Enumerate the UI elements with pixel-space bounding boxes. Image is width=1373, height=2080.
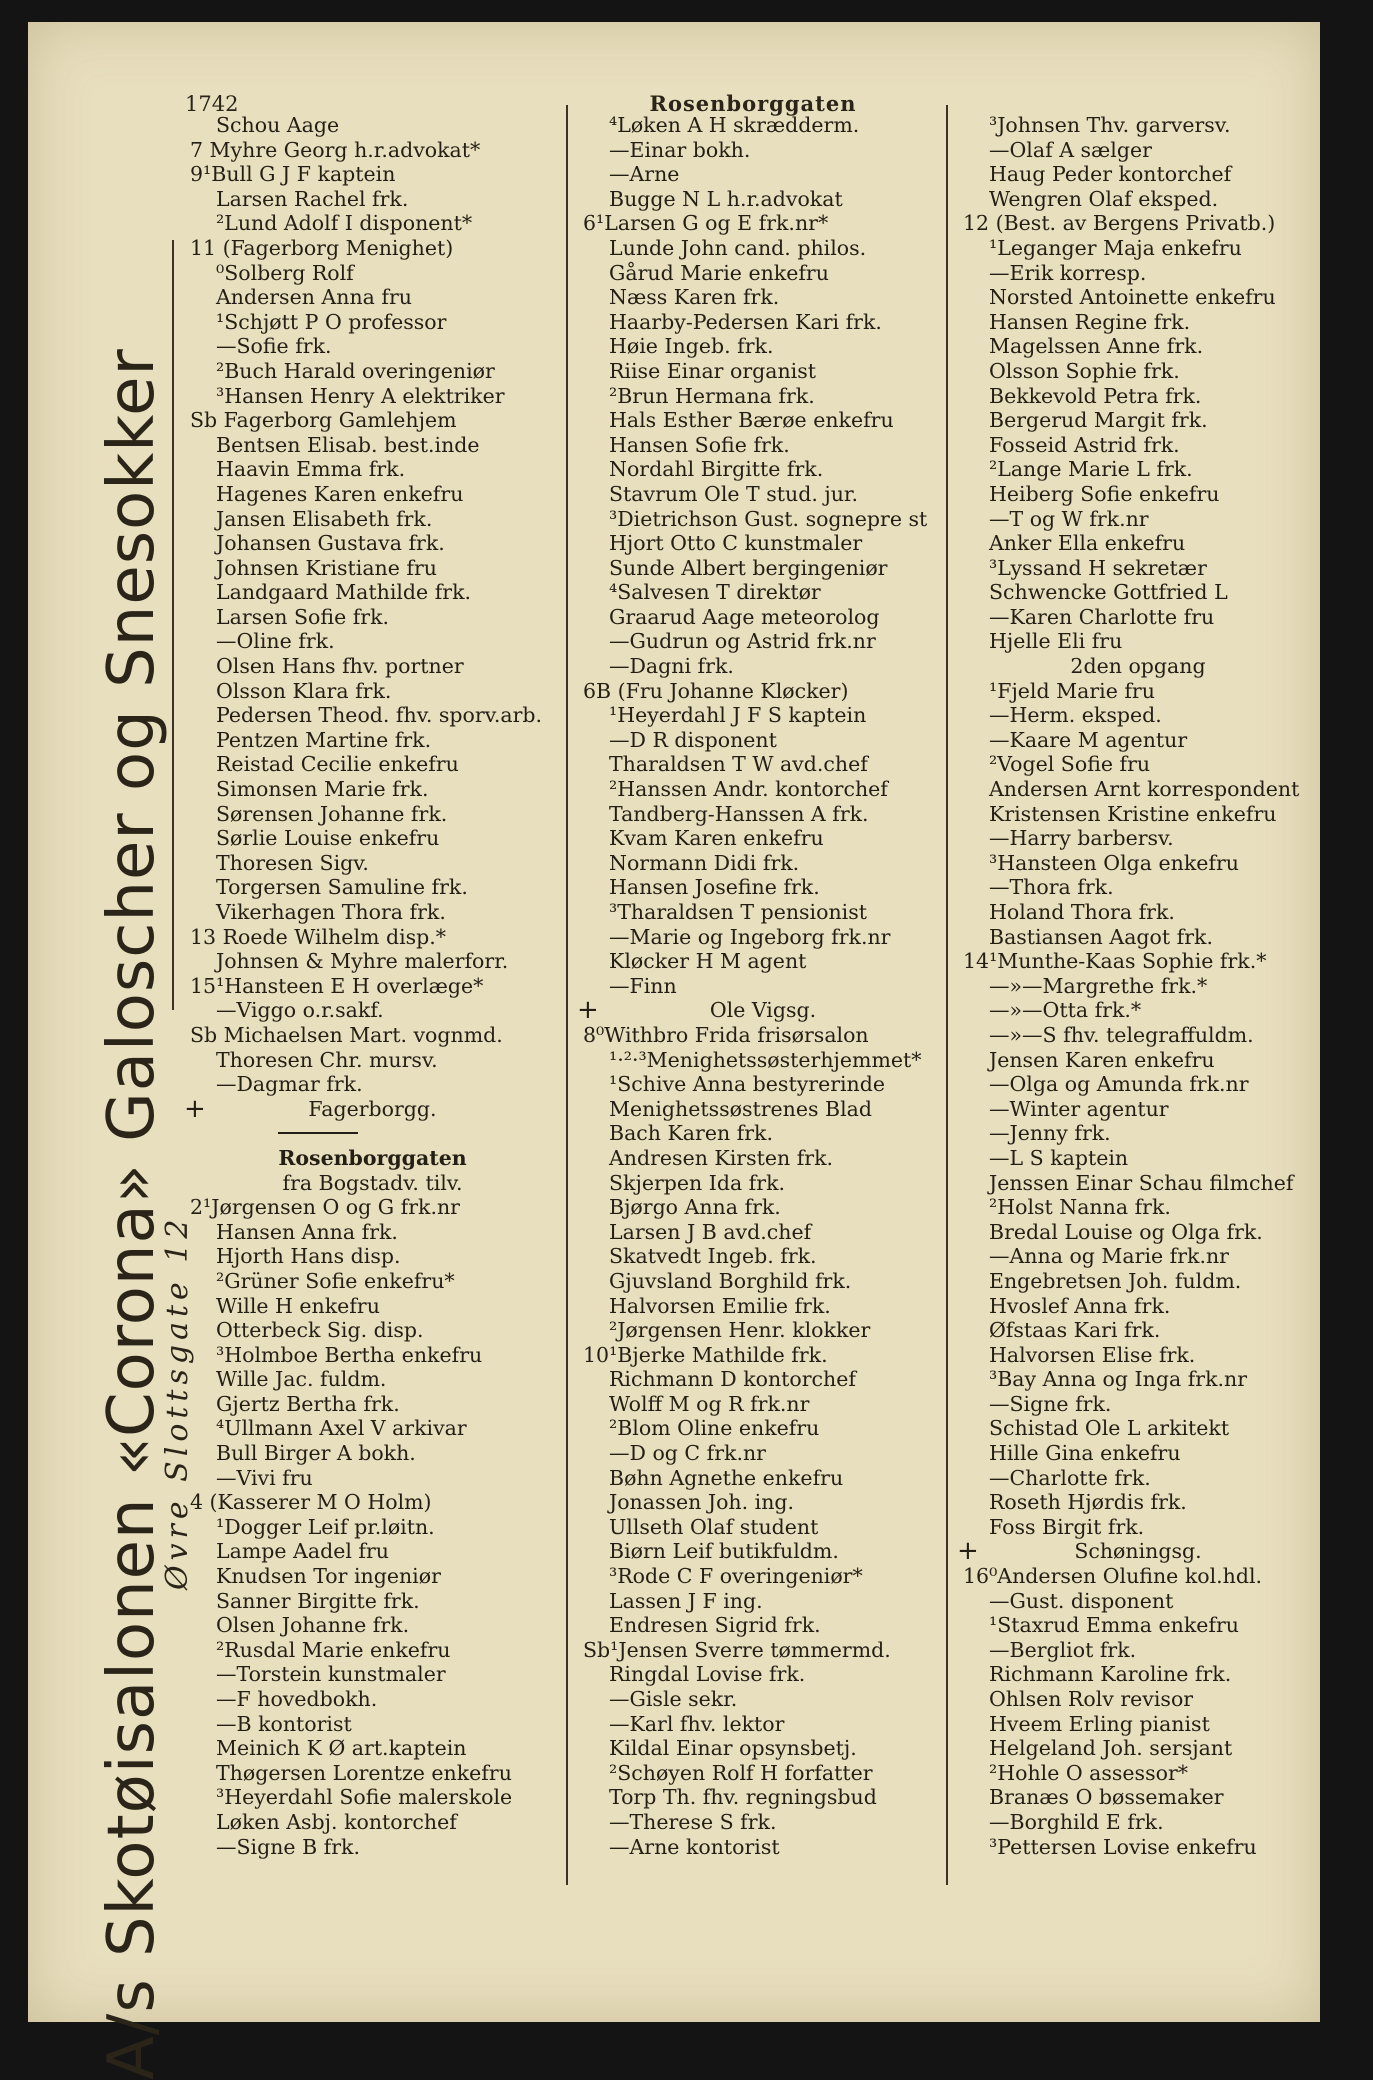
address-entry: 8⁰Withbro Frida frisørsalon xyxy=(583,1022,869,1047)
resident-entry: Johansen Gustava frk. xyxy=(216,531,445,556)
address-entry: 2¹Jørgensen O og G frk.nr xyxy=(190,1195,460,1220)
resident-entry: Hansen Josefine frk. xyxy=(609,875,820,900)
resident-entry: —Gisle sekr. xyxy=(609,1687,738,1711)
resident-entry: —Gust. disponent xyxy=(989,1588,1174,1613)
resident-entry: ¹Schjøtt P O professor xyxy=(216,309,447,334)
resident-entry: —Arne xyxy=(609,162,680,187)
cross-street-marker xyxy=(957,1536,1313,1567)
resident-entry: —D R disponent xyxy=(609,727,777,752)
resident-entry: Biørn Leif butikfuldm. xyxy=(609,1539,839,1564)
resident-entry: Tandberg-Hanssen A frk. xyxy=(609,801,869,826)
resident-entry: ¹Dogger Leif pr.løitn. xyxy=(216,1514,435,1539)
resident-entry: Sunde Albert bergingeniør xyxy=(609,555,888,580)
address-entry: 6¹Larsen G og E frk.nr* xyxy=(583,211,829,236)
resident-entry: Branæs O bøssemaker xyxy=(989,1785,1224,1810)
resident-entry: Kildal Einar opsynsbetj. xyxy=(609,1736,857,1761)
resident-entry: Andersen Arnt korrespondent xyxy=(989,777,1300,802)
resident-entry: Bjørgo Anna frk. xyxy=(609,1195,781,1220)
resident-entry: Torgersen Samuline frk. xyxy=(216,875,468,900)
resident-entry: Thøgersen Lorentze enkefru xyxy=(216,1760,512,1785)
resident-entry: Larsen Sofie frk. xyxy=(216,604,390,629)
resident-entry: —Thora frk. xyxy=(989,875,1114,900)
section-divider xyxy=(190,1121,555,1146)
resident-entry: Hjorth Hans disp. xyxy=(216,1244,401,1269)
resident-entry: ³Heyerdahl Sofie malerskole xyxy=(216,1785,513,1810)
resident-entry: ¹Schive Anna bestyrerinde xyxy=(609,1072,886,1097)
page-title: Rosenborggaten xyxy=(649,91,857,116)
resident-entry: ³Johnsen Thv. garversv. xyxy=(989,113,1231,137)
directory-column-2 xyxy=(577,113,943,1859)
resident-entry: ¹·²·³Menighetssøsterhjemmet* xyxy=(609,1047,922,1072)
resident-entry: ¹Leganger Maja enkefru xyxy=(989,235,1242,260)
resident-entry: Nordahl Birgitte frk. xyxy=(609,457,824,482)
resident-entry: Gårud Marie enkefru xyxy=(609,260,829,285)
resident-entry: Hveem Erling pianist xyxy=(989,1711,1210,1736)
resident-entry: Kvam Karen enkefru xyxy=(609,826,824,851)
cross-icon: + xyxy=(577,995,599,1026)
resident-entry: Hals Esther Bærøe enkefru xyxy=(609,408,894,433)
address-entry: 10¹Bjerke Mathilde frk. xyxy=(583,1342,828,1367)
resident-entry: —Viggo o.r.sakf. xyxy=(216,998,384,1023)
resident-entry: Halvorsen Emilie frk. xyxy=(609,1293,831,1318)
resident-entry: —»—Otta frk.* xyxy=(989,998,1142,1023)
address-entry: 4 (Kasserer M O Holm) xyxy=(190,1490,432,1515)
resident-entry: ¹Fjeld Marie fru xyxy=(989,678,1155,703)
resident-entry: —Borghild E frk. xyxy=(989,1809,1164,1834)
resident-entry: Pedersen Theod. fhv. sporv.arb. xyxy=(216,703,543,728)
resident-entry: —Harry barbersv. xyxy=(989,826,1174,851)
address-entry: 6B (Fru Johanne Kløcker) xyxy=(583,678,849,703)
resident-entry: ²Vogel Sofie fru xyxy=(989,752,1151,777)
resident-entry: Andersen Anna fru xyxy=(216,285,412,310)
resident-entry: Wolff M og R frk.nr xyxy=(609,1391,810,1416)
resident-entry: Tharaldsen T W avd.chef xyxy=(609,752,868,777)
resident-entry: Sanner Birgitte frk. xyxy=(216,1588,420,1613)
resident-entry: Helgeland Joh. sersjant xyxy=(989,1736,1233,1761)
resident-entry: Sørlie Louise enkefru xyxy=(216,826,440,851)
resident-entry: Larsen J B avd.chef xyxy=(609,1219,812,1244)
resident-entry: —Erik korresp. xyxy=(989,260,1147,285)
resident-entry: Pentzen Martine frk. xyxy=(216,727,432,752)
resident-entry: Øfstaas Kari frk. xyxy=(989,1318,1161,1343)
address-entry: 16⁰Andersen Olufine kol.hdl. xyxy=(963,1564,1263,1589)
resident-entry: Haarby-Pedersen Kari frk. xyxy=(609,309,882,334)
resident-entry: —Signe frk. xyxy=(989,1391,1112,1416)
resident-entry: Schistad Ole L arkitekt xyxy=(989,1416,1230,1441)
resident-entry: —Dagni frk. xyxy=(609,654,734,679)
resident-entry: —Charlotte frk. xyxy=(989,1465,1151,1490)
resident-entry: ⁰Solberg Rolf xyxy=(216,260,354,285)
resident-entry: Meinich K Ø art.kaptein xyxy=(216,1736,467,1761)
resident-entry: ²Grüner Sofie enkefru* xyxy=(216,1268,455,1293)
resident-entry: Olsson Klara frk. xyxy=(216,678,392,703)
resident-entry: Kristensen Kristine enkefru xyxy=(989,801,1277,826)
resident-entry: —Winter agentur xyxy=(989,1096,1169,1121)
resident-entry: —Oline frk. xyxy=(216,629,335,654)
resident-entry: ²Buch Harald overingeniør xyxy=(216,358,495,383)
resident-entry: Magelssen Anne frk. xyxy=(989,334,1204,359)
resident-entry: ³Hansteen Olga enkefru xyxy=(989,850,1239,875)
resident-entry: Foss Birgit frk. xyxy=(989,1514,1145,1539)
resident-entry: —Vivi fru xyxy=(216,1465,313,1490)
resident-entry: Skatvedt Ingeb. frk. xyxy=(609,1244,817,1269)
resident-entry: Richmann Karoline frk. xyxy=(989,1662,1232,1687)
resident-entry: Larsen Rachel frk. xyxy=(216,186,409,211)
resident-entry: Kløcker H M agent xyxy=(609,949,807,974)
resident-entry: Bach Karen frk. xyxy=(609,1121,773,1146)
resident-entry: ²Hanssen Andr. kontorchef xyxy=(609,777,888,802)
resident-entry: Knudsen Tor ingeniør xyxy=(216,1564,441,1589)
resident-entry: Sørensen Johanne frk. xyxy=(216,801,448,826)
resident-entry: Anker Ella enkefru xyxy=(989,531,1186,556)
cross-icon: + xyxy=(184,1093,206,1124)
resident-entry: —Gudrun og Astrid frk.nr xyxy=(609,629,876,654)
resident-entry: ²Brun Hermana frk. xyxy=(609,383,815,408)
advertisement-text: A/s Skotøisalonen «Corona» Galoscher og Snesokker xyxy=(95,348,169,2080)
resident-entry: Olsen Hans fhv. portner xyxy=(216,654,464,679)
resident-entry: ³Hansen Henry A elektriker xyxy=(216,383,505,408)
resident-entry: ³Dietrichson Gust. sognepre st xyxy=(609,506,928,531)
resident-entry: —Karl fhv. lektor xyxy=(609,1711,785,1736)
advertisement-address: Øvre Slottsgate 12 xyxy=(160,1214,195,1590)
resident-entry: ²Holst Nanna frk. xyxy=(989,1195,1171,1220)
resident-entry: Bugge N L h.r.advokat xyxy=(609,186,843,211)
resident-entry: —»—Margrethe frk.* xyxy=(989,973,1208,998)
resident-entry: Bergerud Margit frk. xyxy=(989,408,1208,433)
resident-entry: Hjelle Eli fru xyxy=(989,629,1123,654)
address-entry: Sb Fagerborg Gamlehjem xyxy=(190,408,457,433)
page-number: 1742 xyxy=(185,92,239,116)
resident-entry: Jensen Karen enkefru xyxy=(989,1047,1215,1072)
resident-entry: Menighetssøstrenes Blad xyxy=(609,1096,872,1121)
resident-entry: —Signe B frk. xyxy=(216,1834,360,1859)
resident-entry: ³Rode C F overingeniør* xyxy=(609,1564,863,1589)
address-entry: Sb¹Jensen Sverre tømmermd. xyxy=(583,1637,891,1662)
resident-entry: Engebretsen Joh. fuldm. xyxy=(989,1268,1242,1293)
resident-entry: Lunde John cand. philos. xyxy=(609,235,867,260)
resident-entry: Bentsen Elisab. best.inde xyxy=(216,432,480,457)
resident-entry: ⁴Salvesen T direktør xyxy=(609,580,821,605)
resident-entry: Johnsen & Myhre malerforr. xyxy=(216,949,509,974)
ad-bracket-line xyxy=(172,240,174,1010)
resident-entry: Jenssen Einar Schau filmchef xyxy=(989,1170,1294,1195)
address-entry: 14¹Munthe-Kaas Sophie frk.* xyxy=(963,949,1267,974)
resident-entry: ²Rusdal Marie enkefru xyxy=(216,1637,451,1662)
resident-entry: ²Hohle O assessor* xyxy=(989,1760,1188,1785)
resident-entry: Wille H enkefru xyxy=(216,1293,380,1318)
resident-entry: Løken Asbj. kontorchef xyxy=(216,1809,457,1834)
resident-entry: —L S kaptein xyxy=(989,1145,1129,1170)
resident-entry: Riise Einar organist xyxy=(609,358,816,383)
section-heading: fra Bogstadv. tilv. xyxy=(282,1170,463,1195)
resident-entry: Olsson Sophie frk. xyxy=(989,358,1180,383)
resident-entry: —B kontorist xyxy=(216,1711,352,1736)
resident-entry: ¹Staxrud Emma enkefru xyxy=(989,1613,1239,1638)
resident-entry: Normann Didi frk. xyxy=(609,850,800,875)
address-entry: 15¹Hansteen E H overlæge* xyxy=(190,973,484,998)
resident-entry: —Bergliot frk. xyxy=(989,1637,1137,1662)
resident-entry: Thoresen Chr. mursv. xyxy=(216,1047,438,1072)
resident-entry: Hansen Sofie frk. xyxy=(609,432,790,457)
resident-entry: Schwencke Gottfried L xyxy=(989,580,1228,605)
resident-entry: Endresen Sigrid frk. xyxy=(609,1613,821,1638)
resident-entry: Høie Ingeb. frk. xyxy=(609,334,774,359)
resident-entry: —Herm. eksped. xyxy=(989,703,1162,728)
resident-entry: —Therese S frk. xyxy=(609,1809,777,1834)
resident-entry: Andresen Kirsten frk. xyxy=(609,1145,834,1170)
resident-entry: Roseth Hjørdis frk. xyxy=(989,1490,1187,1515)
resident-entry: Lassen J F ing. xyxy=(609,1588,763,1613)
resident-entry: Jansen Elisabeth frk. xyxy=(216,506,433,531)
resident-entry: ⁴Ullmann Axel V arkivar xyxy=(216,1416,467,1441)
resident-entry: Ohlsen Rolv revisor xyxy=(989,1687,1194,1711)
cross-street-marker xyxy=(184,1093,555,1124)
resident-entry: Torp Th. fhv. regningsbud xyxy=(609,1785,877,1810)
resident-entry: ³Tharaldsen T pensionist xyxy=(609,900,867,924)
resident-entry: Halvorsen Elise frk. xyxy=(989,1342,1196,1367)
resident-entry: Jonassen Joh. ing. xyxy=(609,1490,795,1515)
cross-street-name: Ole Vigsg. xyxy=(709,998,817,1023)
resident-entry: Bredal Louise og Olga frk. xyxy=(989,1219,1263,1244)
resident-entry: ²Jørgensen Henr. klokker xyxy=(609,1318,871,1343)
resident-entry: ³Pettersen Lovise enkefru xyxy=(989,1834,1257,1859)
resident-entry: Stavrum Ole T stud. jur. xyxy=(609,481,858,506)
resident-entry: ²Lange Marie L frk. xyxy=(989,457,1193,482)
resident-entry: Bekkevold Petra frk. xyxy=(989,383,1202,408)
resident-entry: Haavin Emma frk. xyxy=(216,457,406,482)
resident-entry: Hvoslef Anna frk. xyxy=(989,1293,1171,1318)
resident-entry: Ullseth Olaf student xyxy=(609,1514,819,1539)
resident-entry: Hagenes Karen enkefru xyxy=(216,481,464,506)
resident-entry: —Sofie frk. xyxy=(216,334,332,359)
cross-street-name: Schøningsg. xyxy=(1074,1539,1202,1564)
resident-entry: Ringdal Lovise frk. xyxy=(609,1662,806,1687)
resident-entry: Holand Thora frk. xyxy=(989,900,1175,924)
resident-entry: Richmann D kontorchef xyxy=(609,1367,856,1392)
cross-icon: + xyxy=(957,1536,979,1567)
resident-entry: ²Blom Oline enkefru xyxy=(609,1416,820,1441)
resident-entry: —Jenny frk. xyxy=(989,1121,1111,1146)
cross-street-name: Fagerborgg. xyxy=(308,1096,437,1121)
resident-entry: Norsted Antoinette enkefru xyxy=(989,285,1276,310)
resident-entry: Bull Birger A bokh. xyxy=(216,1441,416,1466)
resident-entry: —Olga og Amunda frk.nr xyxy=(989,1072,1249,1097)
resident-entry: Skjerpen Ida frk. xyxy=(609,1170,786,1195)
section-heading: Rosenborggaten xyxy=(278,1145,467,1170)
resident-entry: —Torstein kunstmaler xyxy=(216,1662,446,1687)
address-entry: Sb Michaelsen Mart. vognmd. xyxy=(190,1022,503,1047)
resident-entry: —Olaf A sælger xyxy=(989,137,1152,162)
resident-entry: ²Schøyen Rolf H forfatter xyxy=(609,1760,873,1785)
resident-entry: Lampe Aadel fru xyxy=(216,1539,389,1564)
resident-entry: —Anna og Marie frk.nr xyxy=(989,1244,1229,1269)
address-entry: 11 (Fagerborg Menighet) xyxy=(190,235,454,260)
resident-entry: Gjuvsland Borghild frk. xyxy=(609,1268,852,1293)
resident-entry: Hansen Regine frk. xyxy=(989,309,1191,334)
resident-entry: Næss Karen frk. xyxy=(609,285,780,310)
resident-entry: —Karen Charlotte fru xyxy=(989,604,1215,629)
resident-entry: Otterbeck Sig. disp. xyxy=(216,1318,424,1343)
resident-entry: ⁴Løken A H skrædderm. xyxy=(609,113,860,137)
resident-entry: —Arne kontorist xyxy=(609,1834,780,1859)
resident-entry: —Einar bokh. xyxy=(609,137,751,162)
resident-entry: Landgaard Mathilde frk. xyxy=(216,580,472,605)
address-entry: 12 (Best. av Bergens Privatb.) xyxy=(963,211,1276,236)
resident-entry: Hille Gina enkefru xyxy=(989,1441,1181,1466)
resident-entry: —Finn xyxy=(609,973,677,998)
column-divider xyxy=(946,105,948,1885)
resident-entry: Wengren Olaf eksped. xyxy=(989,186,1219,211)
resident-entry: ³Bay Anna og Inga frk.nr xyxy=(989,1367,1248,1392)
resident-entry: Simonsen Marie frk. xyxy=(216,777,429,802)
resident-entry: ³Holmboe Bertha enkefru xyxy=(216,1342,483,1367)
resident-entry: —D og C frk.nr xyxy=(609,1441,766,1466)
resident-entry: Bastiansen Aagot frk. xyxy=(989,924,1213,949)
resident-entry: Heiberg Sofie enkefru xyxy=(989,481,1220,506)
resident-entry: ³Lyssand H sekretær xyxy=(989,555,1207,580)
directory-column-3 xyxy=(957,113,1313,1859)
resident-entry: Schou Aage xyxy=(216,113,340,137)
cross-street-marker xyxy=(577,995,943,1026)
resident-entry: —Kaare M agentur xyxy=(989,727,1188,752)
resident-entry: —T og W frk.nr xyxy=(989,506,1149,531)
resident-entry: ²Lund Adolf I disponent* xyxy=(216,211,473,236)
resident-entry: Graarud Aage meteorolog xyxy=(609,604,880,629)
address-entry: 9¹Bull G J F kaptein xyxy=(190,162,396,187)
resident-entry: —»—S fhv. telegraffuldm. xyxy=(989,1022,1254,1047)
resident-entry: Thoresen Sigv. xyxy=(216,850,369,875)
resident-entry: Fosseid Astrid frk. xyxy=(989,432,1180,457)
resident-entry: Gjertz Bertha frk. xyxy=(216,1391,400,1416)
section-heading: 2den opgang xyxy=(1070,654,1206,679)
directory-column-1 xyxy=(184,113,555,1859)
resident-entry: Haug Peder kontorchef xyxy=(989,162,1232,187)
column-divider xyxy=(566,105,568,1885)
resident-entry: ¹Heyerdahl J F S kaptein xyxy=(609,703,867,728)
resident-entry: Hjort Otto C kunstmaler xyxy=(609,531,863,556)
resident-entry: Hansen Anna frk. xyxy=(216,1219,398,1244)
resident-entry: Reistad Cecilie enkefru xyxy=(216,752,459,777)
address-entry: 13 Roede Wilhelm disp.* xyxy=(190,924,447,949)
resident-entry: Olsen Johanne frk. xyxy=(216,1613,410,1638)
resident-entry: Vikerhagen Thora frk. xyxy=(216,900,446,924)
resident-entry: —F hovedbokh. xyxy=(216,1687,378,1711)
resident-entry: —Dagmar frk. xyxy=(216,1072,363,1097)
address-entry: 7 Myhre Georg h.r.advokat* xyxy=(190,137,481,162)
resident-entry: Bøhn Agnethe enkefru xyxy=(609,1465,844,1490)
resident-entry: —Marie og Ingeborg frk.nr xyxy=(609,924,891,949)
resident-entry: Wille Jac. fuldm. xyxy=(216,1367,387,1392)
resident-entry: Johnsen Kristiane fru xyxy=(216,555,437,580)
